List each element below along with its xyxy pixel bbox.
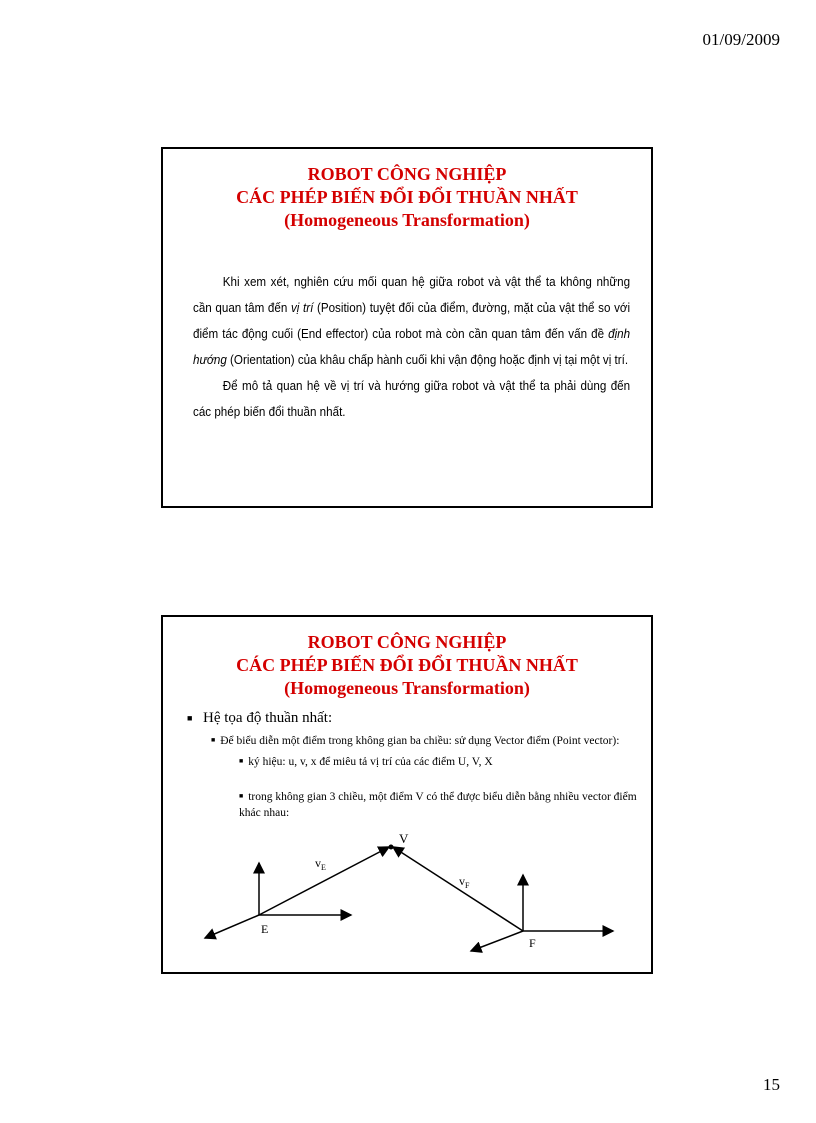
slide-2-title [163, 631, 651, 700]
emphasis-orientation: định hướng [193, 327, 631, 367]
slide-2-bullets [187, 709, 637, 821]
paragraph-1-text-a: Khi xem xét, nghiên cứu mối quan hệ giữa robot và vật thể ta không những cần quan tâm đến [193, 275, 631, 315]
bullet-sub-sub-1 [239, 753, 637, 770]
point-vector-diagram [203, 827, 623, 967]
square-bullet-icon: ■ [239, 757, 244, 765]
bullet-sub-sub-2 [239, 788, 637, 821]
slide-2-title-line-1: ROBOT CÔNG NGHIỆP [307, 632, 507, 652]
page-date: 01/09/2009 [702, 30, 780, 49]
vector-v-f [393, 847, 523, 931]
slide-2 [161, 615, 653, 974]
bullet-sub-sub-1-text: ký hiệu: u, v, x để miêu tả vị trí của các điểm U, V, X [248, 756, 493, 768]
label-v-f-main: v [459, 874, 465, 888]
slide-1-paragraph-2: Để mô tả quan hệ về vị trí và hướng giữa robot và vật thể ta phải dùng đến các phép biến đổi thuần nhất. [193, 379, 631, 419]
slide-1-title [163, 163, 651, 232]
slide-1-title-line-3: (Homogeneous Transformation) [284, 210, 530, 230]
slide-1-title-line-2: CÁC PHÉP BIẾN ĐỔI ĐỔI THUẦN NHẤT [236, 187, 578, 207]
slide-1-paragraph-1 [193, 269, 630, 373]
vector-v-e [259, 847, 389, 915]
frame-e [205, 863, 351, 938]
bullet-main-text: Hệ tọa độ thuần nhất: [203, 710, 333, 726]
paragraph-1-text-c: (Orientation) của khâu chấp hành cuối khi vận động hoặc định vị tại một vị trí. [226, 353, 629, 367]
label-v-f [459, 874, 470, 890]
bullet-main [187, 709, 637, 727]
label-f: F [529, 936, 536, 950]
label-v-e-main: v [315, 856, 321, 870]
frame-f [471, 875, 613, 951]
label-v: V [399, 831, 409, 846]
label-v-e-subscript: E [321, 863, 326, 872]
label-e: E [261, 922, 269, 936]
slide-1 [161, 147, 653, 508]
point-v [389, 845, 394, 850]
square-bullet-icon: ■ [239, 792, 244, 800]
page-number: 15 [763, 1075, 780, 1094]
paragraph-1-text-b: (Position) tuyệt đối của điểm, đường, mặt của vật thể so với điểm tác động cuối (End effector) của robot mà còn cần quan tâm đến vấn đề [193, 301, 631, 341]
bullet-sub [211, 732, 637, 749]
bullet-sub-sub-2-text: trong không gian 3 chiều, một điểm V có thể được biểu diễn bằng nhiều vector điểm khác nhau: [239, 791, 637, 819]
frame-e-x-axis [205, 915, 259, 938]
label-v-e [315, 856, 326, 872]
slide-1-title-line-1: ROBOT CÔNG NGHIỆP [307, 164, 507, 184]
square-bullet-icon: ■ [187, 713, 193, 723]
label-v-f-subscript: F [465, 881, 470, 890]
bullet-sub-text: Để biểu diễn một điểm trong không gian ba chiều: sử dụng Vector điểm (Point vector): [220, 735, 620, 747]
frame-f-x-axis [471, 931, 523, 951]
slide-1-body [193, 269, 630, 425]
emphasis-position: vị trí [290, 301, 314, 315]
slide-2-title-line-2: CÁC PHÉP BIẾN ĐỔI ĐỔI THUẦN NHẤT [236, 655, 578, 675]
square-bullet-icon: ■ [211, 736, 216, 744]
slide-2-title-line-3: (Homogeneous Transformation) [284, 678, 530, 698]
